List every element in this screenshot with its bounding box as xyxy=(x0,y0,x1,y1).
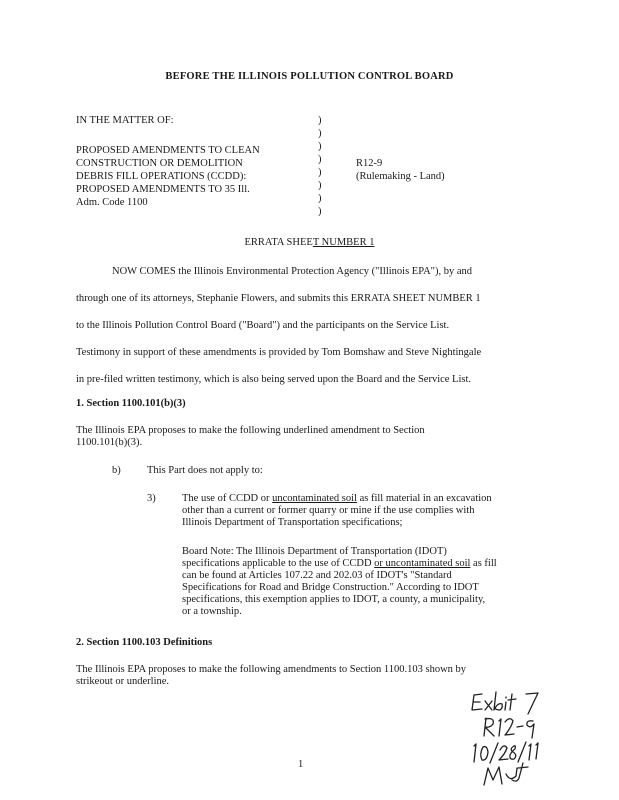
subsection-label: b) xyxy=(112,465,121,476)
caption-line: PROPOSED AMENDMENTS TO CLEAN xyxy=(76,145,260,156)
section-intro-line: The Illinois EPA proposes to make the following amendments to Section 1100.103 shown by xyxy=(76,664,467,675)
board-note-segment: specifications applicable to the use of CCDD xyxy=(182,558,375,569)
errata-heading-text: ERRATA SHEE xyxy=(244,237,313,248)
caption-line: PROPOSED AMENDMENTS TO 35 Ill. xyxy=(76,184,250,195)
board-note-segment: as fill xyxy=(470,558,497,569)
docket-type: (Rulemaking - Land) xyxy=(356,171,445,182)
item-label: 3) xyxy=(147,493,156,504)
caption-paren: ) xyxy=(318,128,322,139)
paragraph-line: to the Illinois Pollution Control Board ("Board") and the participants on the Service List. xyxy=(76,320,450,331)
caption-paren: ) xyxy=(318,115,322,126)
section-intro-line: The Illinois EPA proposes to make the following underlined amendment to Section xyxy=(76,425,425,436)
item-text-line: Illinois Department of Transportation specifications; xyxy=(182,517,403,528)
section-intro-line: strikeout or underline. xyxy=(76,676,170,687)
errata-heading xyxy=(0,237,619,250)
section-intro-line: 1100.101(b)(3). xyxy=(76,437,143,448)
caption-paren: ) xyxy=(318,154,322,165)
caption-line: CONSTRUCTION OR DEMOLITION xyxy=(76,158,243,169)
board-note-line: can be found at Articles 107.22 and 202.03 of IDOT's "Standard xyxy=(182,570,452,581)
caption-line: DEBRIS FILL OPERATIONS (CCDD): xyxy=(76,171,247,182)
board-note-line: Specifications for Road and Bridge Construction." According to IDOT xyxy=(182,582,479,593)
board-note-line: or a township. xyxy=(182,606,242,617)
underlined-amendment: or uncontaminated soil xyxy=(374,558,471,569)
page-number: 1 xyxy=(298,759,304,770)
caption-paren: ) xyxy=(318,206,322,217)
board-note-line: specifications, this exemption applies to IDOT, a county, a municipality, xyxy=(182,594,486,605)
errata-heading-underlined: T NUMBER 1 xyxy=(312,237,375,248)
paragraph-line: in pre-filed written testimony, which is also being served upon the Board and the Service List. xyxy=(76,374,472,385)
handwriting-graphic xyxy=(468,688,580,788)
paragraph-line: through one of its attorneys, Stephanie Flowers, and submits this ERRATA SHEET NUMBER 1 xyxy=(76,293,481,304)
board-note-line xyxy=(182,558,497,571)
caption-line: Adm. Code 1100 xyxy=(76,197,148,208)
item-text-line: other than a current or former quarry or mine if the use complies with xyxy=(182,505,475,516)
paragraph-line: Testimony in support of these amendments is provided by Tom Bomshaw and Steve Nightingale xyxy=(76,347,482,358)
item-text-line xyxy=(182,493,492,506)
docket-number: R12-9 xyxy=(356,158,383,169)
item-text-segment: The use of CCDD or xyxy=(182,493,273,504)
section-heading: 1. Section 1100.101(b)(3) xyxy=(76,398,186,409)
caption-paren: ) xyxy=(318,193,322,204)
caption-paren: ) xyxy=(318,180,322,191)
underlined-amendment: uncontaminated soil xyxy=(272,493,357,504)
caption-line: IN THE MATTER OF: xyxy=(76,115,174,126)
document-title: BEFORE THE ILLINOIS POLLUTION CONTROL BOARD xyxy=(165,71,454,82)
caption-paren: ) xyxy=(318,167,322,178)
paragraph-line: NOW COMES the Illinois Environmental Protection Agency ("Illinois EPA"), by and xyxy=(112,266,472,277)
section-heading: 2. Section 1100.103 Definitions xyxy=(76,637,213,648)
board-note-line: Board Note: The Illinois Department of Transportation (IDOT) xyxy=(182,546,447,557)
item-text-segment: as fill material in an excavation xyxy=(356,493,492,504)
exhibit-stamp-handwriting xyxy=(468,688,580,788)
subsection-text: This Part does not apply to: xyxy=(147,465,263,476)
caption-paren: ) xyxy=(318,141,322,152)
